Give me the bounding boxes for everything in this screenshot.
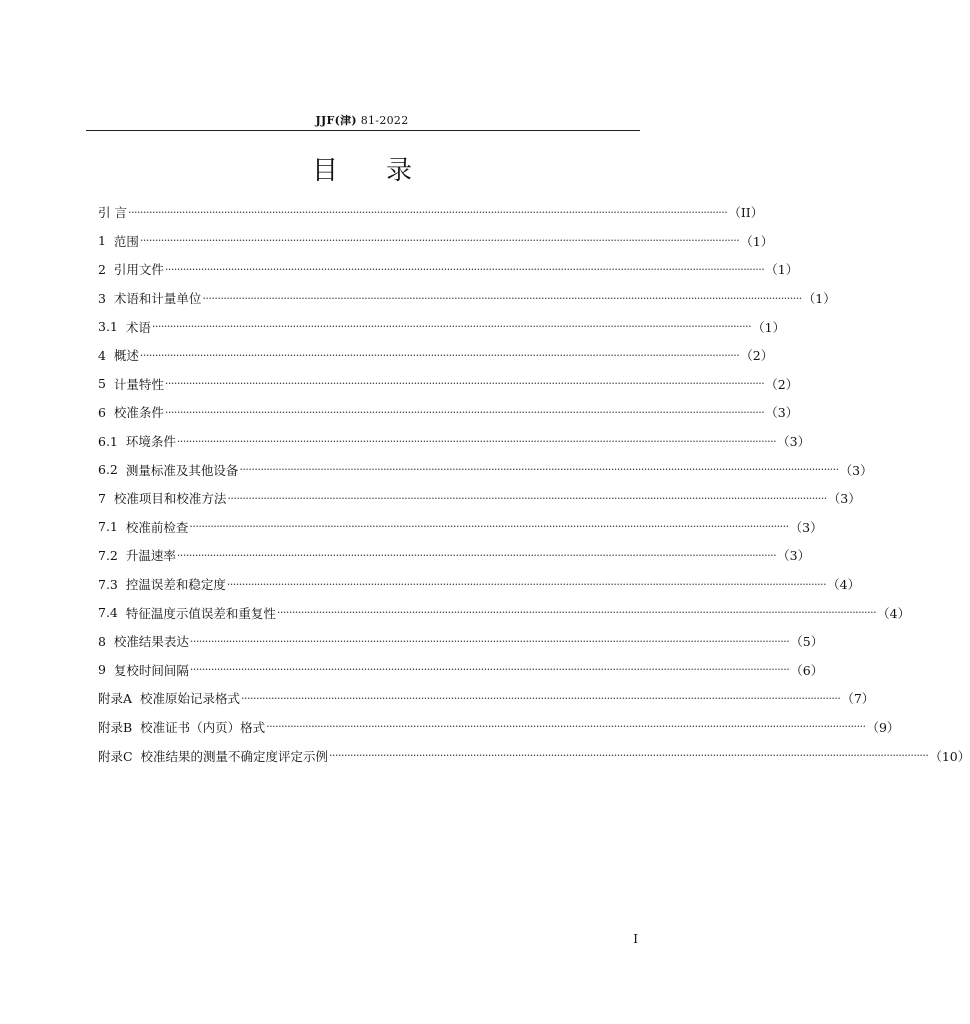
toc-entry[interactable] (98, 741, 970, 770)
toc-leader-dots: ········································································································································································································ (189, 634, 790, 648)
toc-entry[interactable] (98, 684, 875, 713)
toc-entry-page: （1） (765, 262, 799, 278)
toc-leader-dots: ········································································································································································································ (164, 377, 765, 391)
toc-entry-page: （3） (777, 434, 811, 450)
header-code-bold: JJF(津) (315, 114, 357, 127)
toc-entry-page: （4） (877, 605, 911, 621)
toc-entry-label: 升温速率 (125, 548, 176, 564)
toc-entry-page: （7） (841, 691, 875, 707)
header-rule (86, 130, 640, 131)
toc-entry-label: 概述 (113, 348, 139, 364)
toc-leader-dots: ········································································································································································································ (176, 434, 777, 448)
toc-entry[interactable] (98, 398, 799, 427)
toc-entry[interactable] (98, 656, 824, 685)
toc-entry-label: 校准证书（内页）格式 (140, 719, 266, 735)
toc-entry[interactable] (98, 627, 824, 656)
toc-entry-number: 9 (98, 662, 114, 678)
toc-entry-number: 7 (98, 490, 114, 506)
toc-entry-page: （3） (789, 519, 823, 535)
toc-entry-number: 7.4 (98, 605, 126, 621)
toc-entry-page: （1） (802, 291, 836, 307)
toc-entry-label: 校准条件 (113, 405, 164, 421)
toc-entry-page: （5） (790, 634, 824, 650)
header-code-number: 81-2022 (356, 114, 409, 127)
toc-entry[interactable] (98, 284, 836, 313)
toc-entry-number: 6.1 (98, 433, 126, 449)
toc-entry-label: 范围 (113, 233, 139, 249)
toc-leader-dots: ········································································································································································································ (151, 320, 752, 334)
toc-entry[interactable] (98, 370, 799, 399)
toc-entry-number: 4 (98, 347, 114, 363)
toc-entry-label: 术语和计量单位 (113, 291, 202, 307)
toc-leader-dots: ········································································································································································································ (189, 663, 790, 677)
toc-entry-label: 环境条件 (125, 434, 176, 450)
toc-entry-page: （II） (728, 205, 764, 221)
toc-entry-number: 5 (98, 376, 114, 392)
title-char-2: 录 (386, 156, 413, 186)
toc-entry[interactable] (98, 513, 823, 542)
toc-entry[interactable] (98, 255, 799, 284)
toc-entry-number: 1 (98, 233, 114, 249)
toc-entry-label: 校准项目和校准方法 (113, 491, 227, 507)
toc-entry-number: 附录B (98, 719, 141, 735)
toc-entry[interactable] (98, 713, 900, 742)
toc-entry[interactable] (98, 312, 786, 341)
toc-entry-page: （1） (740, 233, 774, 249)
toc-entry-page: （1） (752, 319, 786, 335)
toc-entry-number: 附录A (98, 691, 140, 707)
toc-entry-label: 校准前检查 (125, 519, 189, 535)
toc-entry-label: 引用文件 (113, 262, 164, 278)
toc-entry-page: （4） (827, 577, 861, 593)
toc-leader-dots: ········································································································································································································ (276, 606, 877, 620)
page-number: I (633, 932, 638, 946)
toc-entry-number: 7.1 (98, 519, 126, 535)
toc-leader-dots: ········································································································································································································ (164, 405, 765, 419)
toc-leader-dots: ········································································································································································································ (189, 520, 789, 534)
toc-entry[interactable] (98, 198, 764, 227)
toc-entry[interactable] (98, 455, 873, 484)
toc-entry-page: （9） (866, 719, 900, 735)
table-of-contents (98, 198, 970, 770)
toc-leader-dots: ········································································································································································································ (226, 577, 827, 591)
toc-entry-label: 术语 (125, 319, 151, 335)
toc-entry-page: （3） (827, 491, 861, 507)
toc-entry[interactable] (98, 570, 861, 599)
toc-leader-dots: ········································································································································································································ (139, 348, 740, 362)
toc-leader-dots: ········································································································································································································ (241, 691, 841, 705)
toc-leader-dots: ········································································································································································································ (266, 720, 866, 734)
toc-entry-label: 校准原始记录格式 (139, 691, 240, 707)
toc-leader-dots: ········································································································································································································ (139, 234, 740, 248)
toc-entry[interactable] (98, 227, 774, 256)
document-header (0, 112, 724, 128)
toc-entry-page: （3） (839, 462, 873, 478)
toc-entry[interactable] (98, 598, 911, 627)
toc-entry-page: （2） (740, 348, 774, 364)
toc-entry-number: 6 (98, 404, 114, 420)
toc-entry-page: （6） (790, 662, 824, 678)
toc-entry-page: （2） (765, 376, 799, 392)
toc-leader-dots: ········································································································································································································ (202, 291, 802, 305)
toc-entry-label: 特征温度示值误差和重复性 (125, 605, 276, 621)
toc-leader-dots: ········································································································································································································ (176, 548, 777, 562)
toc-entry[interactable] (98, 484, 861, 513)
toc-leader-dots: ········································································································································································································ (329, 749, 929, 763)
toc-entry-number: 附录C (98, 748, 141, 764)
toc-entry-number: 8 (98, 633, 114, 649)
toc-leader-dots: ········································································································································································································ (239, 463, 839, 477)
toc-entry-number: 3 (98, 290, 114, 306)
page-title (0, 150, 724, 187)
toc-entry-number: 3.1 (98, 319, 126, 335)
toc-entry-label: 复校时间间隔 (113, 662, 189, 678)
toc-entry[interactable] (98, 341, 774, 370)
toc-entry-number: 引 言 (98, 205, 127, 221)
toc-entry-label: 计量特性 (113, 376, 164, 392)
toc-entry-number: 7.2 (98, 547, 126, 563)
toc-entry[interactable] (98, 541, 811, 570)
toc-leader-dots: ········································································································································································································ (227, 491, 827, 505)
toc-entry-label: 校准结果的测量不确定度评定示例 (140, 748, 329, 764)
toc-leader-dots: ········································································································································································································ (164, 262, 765, 276)
toc-entry-number: 7.3 (98, 576, 126, 592)
toc-entry-label: 控温误差和稳定度 (125, 577, 226, 593)
toc-entry-label: 校准结果表达 (113, 634, 189, 650)
toc-entry-number: 6.2 (98, 462, 126, 478)
title-char-1: 目 (311, 156, 338, 186)
toc-entry-page: （10） (929, 748, 970, 764)
toc-leader-dots: ········································································································································································································ (127, 205, 728, 219)
toc-entry-page: （3） (777, 548, 811, 564)
toc-entry-label: 测量标准及其他设备 (125, 462, 239, 478)
toc-entry[interactable] (98, 427, 811, 456)
toc-entry-number: 2 (98, 261, 114, 277)
toc-entry-page: （3） (765, 405, 799, 421)
